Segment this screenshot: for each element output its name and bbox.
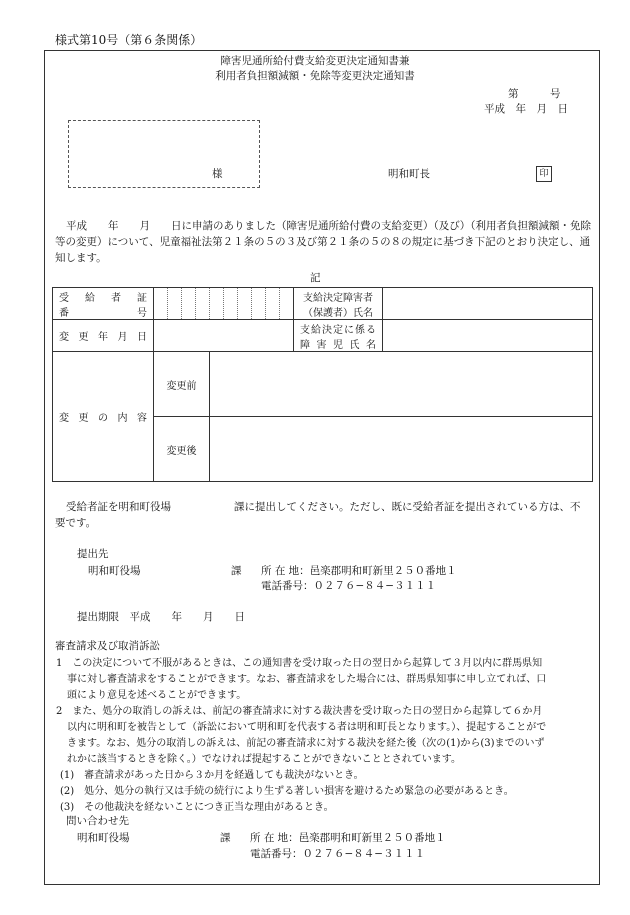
digit-cell	[252, 288, 266, 320]
before-value	[210, 352, 593, 417]
child-label: 支給決定に係る 障害児氏名	[294, 320, 383, 352]
digit-cell	[154, 288, 168, 320]
office-name: 明和町役場	[88, 565, 141, 577]
content-label: 変更の内容	[53, 352, 154, 482]
condition-1: (1) 審査請求があった日から３か月を経過しても裁決がないとき。	[60, 770, 364, 781]
deadline-text: 提出期限 平成 年 月 日	[77, 611, 245, 623]
recipient-no-label: 受給者証 番号	[53, 288, 154, 320]
body-text: 平成 年 月 日に申請のありました（障害児通所給付費の支給変更）（及び）（利用者負担額減額・免除等の変更）について、児童福祉法第２１条の５の３及び第２１条の５の８の規定に基づき下記のとおり決定し、通知します。	[55, 220, 591, 264]
ki-label: 記	[310, 272, 321, 284]
inquiry-ka: 課	[220, 832, 231, 844]
digit-cell	[168, 288, 182, 320]
submit-text-1: 受給者証を明和町役場 課に提出してください。ただし、既に受給者証を提出されている方は、不	[66, 501, 581, 513]
phone-text: 電話番号：０２７６−８４−３１１１	[261, 580, 437, 592]
inquiry-office: 明和町役場	[77, 832, 130, 844]
address-box	[68, 120, 260, 188]
inquiry-phone: 電話番号：０２７６−８４−３１１１	[250, 848, 426, 860]
appeal-2a: 2 また、処分の取消しの訴えは、前記の審査請求に対する裁決書を受け取った日の翌日から起算して６か月	[56, 706, 543, 717]
change-date-label: 変更年月日	[53, 320, 154, 352]
appeal-1b: 事に対し審査請求をすることができます。なお、審査請求をした場合には、群馬県知事に申し立てれば、口	[67, 674, 547, 685]
digit-cell	[280, 288, 294, 320]
digit-cell	[196, 288, 210, 320]
date-label: 平成 年 月 日	[484, 103, 568, 115]
sama-label: 様	[212, 168, 223, 180]
after-value	[210, 417, 593, 482]
inquiry-address: 所 在 地：邑楽郡明和町新里２５０番地１	[250, 832, 446, 844]
appeal-2d: れかに該当するときを除く。）でなければ提起することができないこととされています。	[67, 754, 461, 765]
digit-cell	[210, 288, 224, 320]
digit-cell	[238, 288, 252, 320]
after-label: 変更後	[154, 417, 210, 482]
condition-3: (3) その他裁決を経ないことにつき正当な理由があるとき。	[60, 802, 334, 813]
appeal-title: 審査請求及び取消訴訟	[55, 640, 160, 652]
guardian-value	[383, 288, 593, 320]
ka-label: 課	[231, 565, 242, 577]
address-text: 所 在 地：邑楽郡明和町新里２５０番地１	[261, 565, 457, 577]
inquiry-label: 問い合わせ先	[66, 815, 129, 827]
appeal-2c: きます。なお、処分の取消しの訴えは、前記の審査請求に対する裁決を経た後（次の(1)から(3)までのいず	[67, 738, 545, 749]
title-line2: 利用者負担額減額・免除等変更決定通知書	[215, 70, 415, 82]
submit-to-label: 提出先	[77, 548, 109, 560]
before-label: 変更前	[154, 352, 210, 417]
child-value	[383, 320, 593, 352]
appeal-2b: 以内に明和町を被告として（訴訟において明和町を代表する者は明和町長となります。）、提起することがで	[67, 722, 547, 733]
submit-text-2: 要です。	[55, 517, 97, 529]
seal-mark: 印	[536, 166, 552, 182]
number-label: 第 号	[508, 88, 561, 100]
detail-table	[52, 287, 593, 482]
guardian-label: 支給決定障害者 （保護者）氏名	[294, 288, 383, 320]
digit-cell	[266, 288, 280, 320]
form-label: 様式第10号（第６条関係）	[55, 33, 203, 47]
change-date-value	[154, 320, 294, 352]
digit-cell	[224, 288, 238, 320]
appeal-1a: 1 この決定について不服があるときは、この通知書を受け取った日の翌日から起算して３月以内に群馬県知	[56, 658, 543, 669]
condition-2: (2) 処分、処分の執行又は手続の続行により生ずる著しい損害を避けるため緊急の必要があるとき。	[60, 786, 514, 797]
issuer-label: 明和町長	[388, 168, 430, 180]
title-line1: 障害児通所給付費支給変更決定通知書兼	[220, 55, 410, 67]
digit-cell	[182, 288, 196, 320]
appeal-1c: 頭により意見を述べることができます。	[67, 690, 247, 701]
